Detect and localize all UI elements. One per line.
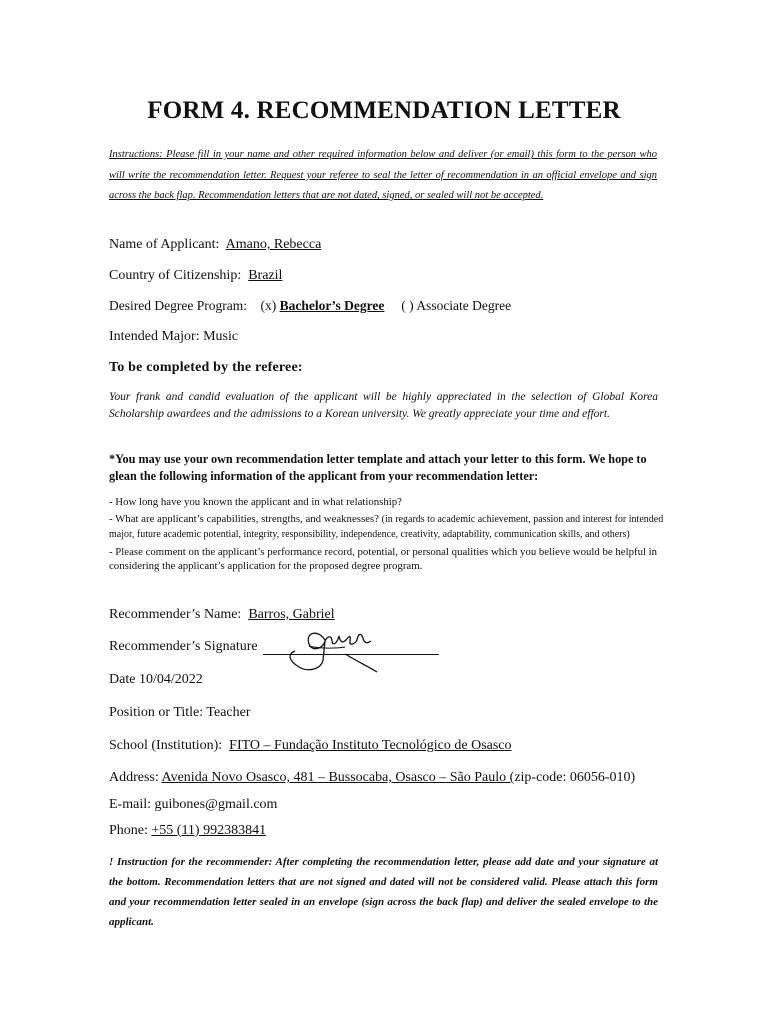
address-label: Address: xyxy=(109,770,159,785)
intended-major-label: Intended Major: xyxy=(109,329,200,344)
citizenship-label: Country of Citizenship: xyxy=(109,268,242,283)
recommender-name-label: Recommender’s Name: xyxy=(109,607,242,622)
evaluation-paragraph: Your frank and candid evaluation of the applicant will be highly appreciated in the selection of Global Korea Scholarship awardees and the admissions to a Korean university. We greatly appreciate your time and effort. xyxy=(109,391,658,420)
phone-value: +55 (11) 992383841 xyxy=(151,823,267,838)
question-2-detail: (in regards to academic achievement, passion and interest for intended major, future academic potential, integrity, responsibility, independence, creativity, adaptability, communication skills, and others) xyxy=(109,513,664,541)
date-row xyxy=(109,672,203,688)
school-value: FITO – Fundação Instituto Tecnológico de Osasco xyxy=(229,738,512,753)
date-label: Date xyxy=(109,672,136,687)
template-note: *You may use your own recommendation letter template and attach your letter to this form. We hope to glean the following information of the applicant from your recommendation letter: xyxy=(109,452,647,483)
bachelor-checkbox: (x) xyxy=(260,298,277,313)
recommender-signature-label: Recommender’s Signature xyxy=(109,639,258,654)
associate-checkbox: ( ) xyxy=(401,298,414,313)
degree-program-row xyxy=(109,298,511,314)
bachelor-option-label: Bachelor’s Degree xyxy=(279,298,385,313)
school-label: School (Institution): xyxy=(109,738,223,753)
address-row xyxy=(109,770,635,786)
email-value: guibones@gmail.com xyxy=(154,797,278,812)
recommender-name-row xyxy=(109,607,335,623)
referee-section-heading: To be completed by the referee: xyxy=(109,360,303,375)
citizenship-value: Brazil xyxy=(248,268,283,283)
instructions-block xyxy=(109,145,657,207)
phone-label: Phone: xyxy=(109,823,148,838)
question-1: - How long have you known the applicant and in what relationship? xyxy=(109,496,402,508)
handwritten-signature-image xyxy=(285,624,385,676)
address-zip: zip-code: 06056-010) xyxy=(514,770,636,785)
degree-program-label: Desired Degree Program: xyxy=(109,298,247,313)
recommender-signature-row xyxy=(109,639,439,655)
address-value: Avenida Novo Osasco, 481 – Bussocaba, Osasco – São Paulo ( xyxy=(161,770,515,785)
email-label: E-mail: xyxy=(109,797,151,812)
form-title: FORM 4. RECOMMENDATION LETTER xyxy=(147,97,621,124)
applicant-name-label: Name of Applicant: xyxy=(109,237,220,252)
phone-row xyxy=(109,823,266,839)
instructions-text: Please fill in your name and other required information below and deliver (or email) this form to the person who will write the recommendation letter. Request your referee to seal the letter of recommendation in an official envelope and sign across the back flap. Recommendation letters that are not dated, signed, or sealed will not be accepted. xyxy=(109,149,657,202)
question-3: - Please comment on the applicant’s performance record, potential, or personal qualities which you believe would be helpful in considering the applicant’s application for the proposed degree program. xyxy=(109,545,658,573)
recommender-name-value: Barros, Gabriel xyxy=(248,607,335,622)
applicant-name-row xyxy=(109,237,321,253)
citizenship-row xyxy=(109,268,282,284)
date-value: 10/04/2022 xyxy=(138,672,203,687)
question-2 xyxy=(109,512,669,543)
final-instruction: ! Instruction for the recommender: After completing the recommendation letter, please add date and your signature at the bottom. Recommendation letters that are not signed and dated will not be considered valid. Please attach this form and your recommendation letter sealed in an envelope (sign across the back flap) and deliver the sealed envelope to the applicant. xyxy=(109,856,658,928)
email-row xyxy=(109,797,277,813)
position-row xyxy=(109,705,251,721)
intended-major-row xyxy=(109,329,238,345)
questions-list xyxy=(109,495,669,576)
applicant-name-value: Amano, Rebecca xyxy=(225,237,322,252)
position-value: Teacher xyxy=(206,705,251,720)
instructions-label: Instructions: xyxy=(109,149,163,160)
question-2-main: - What are applicant’s capabilities, strengths, and weaknesses? xyxy=(109,512,379,525)
associate-option-label: Associate Degree xyxy=(416,298,512,313)
school-row xyxy=(109,738,512,754)
position-label: Position or Title: xyxy=(109,705,204,720)
intended-major-value: Music xyxy=(203,329,239,344)
